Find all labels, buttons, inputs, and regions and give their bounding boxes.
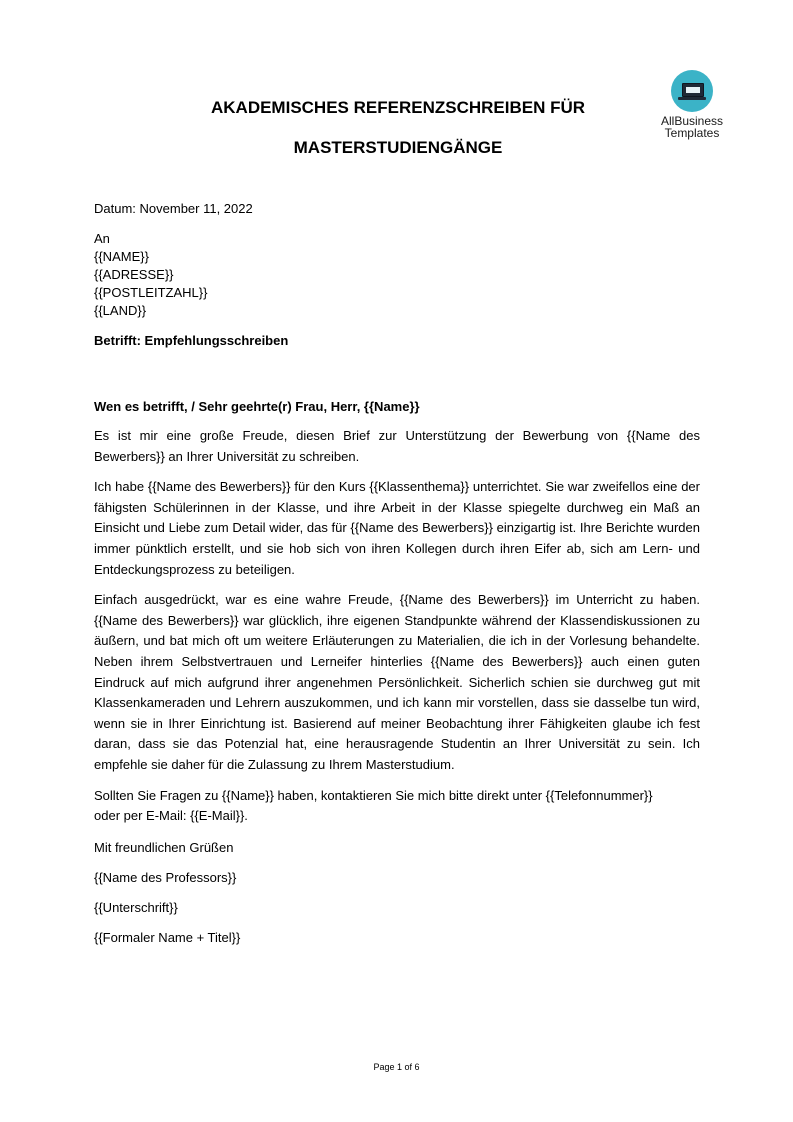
recipient-an: An	[94, 231, 110, 246]
recipient-name: {{NAME}}	[94, 249, 149, 264]
letter-closing: Mit freundlichen Grüßen	[94, 839, 234, 855]
document-title-line-2: MASTERSTUDIENGÄNGE	[293, 138, 503, 157]
letter-body	[94, 200, 700, 947]
logo-line-2: Templates	[664, 126, 720, 140]
logo-line-1: AllBusiness	[660, 114, 724, 128]
paragraph-3: Einfach ausgedrückt, war es eine wahre Freude, {{Name des Bewerbers}} im Unterricht zu haben. {{Name des Bewerbers}} war glücklich, ihre eigenen Standpunkte während der Klassendiskussionen zu äußern, und bat mich oft um weitere Erläuterungen zu Materialien, die ich in der Vorlesung behandelte. Neben ihrem Selbstvertrauen und Lerneifer hinterlies {{Name des Bewerbers}} auch einen guten Eindruck auf mich aufgrund ihrer angenehmen Persönlichkeit. Sicherlich schien sie durchweg gut mit Klassenkameraden und Lehrern auszukommen, und ich kann mir vorstellen, dass sie dasselbe tun wird, wenn sie in Ihrer Einrichtung ist. Basierend auf meiner Beobachtung ihrer Fähigkeiten glaube ich fest daran, dass sie das Potenzial hat, eine herausragende Studentin an Ihrer Universität zu sein. Ich empfehle sie daher für die Zulassung zu Ihrem Masterstudium.	[94, 592, 700, 772]
recipient-zip: {{POSTLEITZAHL}}	[94, 285, 208, 300]
professor-name: {{Name des Professors}}	[94, 869, 237, 885]
recipient-block	[94, 230, 700, 320]
paragraph-4: Sollten Sie Fragen zu {{Name}} haben, kontaktieren Sie mich bitte direkt unter {{Telefonnummer}} oder per E-Mail: {{E-Mail}}.	[94, 787, 653, 824]
letter-date: Datum: November 11, 2022	[94, 201, 253, 216]
logo-text	[652, 115, 732, 139]
letter-subject: Betrifft: Empfehlungsschreiben	[94, 333, 289, 348]
recipient-country: {{LAND}}	[94, 303, 147, 318]
page-number: Page 1 of 6	[373, 1062, 420, 1072]
letter-salutation: Wen es betrifft, / Sehr geehrte(r) Frau, Herr, {{Name}}	[94, 399, 420, 414]
formal-name-title: {{Formaler Name + Titel}}	[94, 929, 241, 945]
paragraph-1: Es ist mir eine große Freude, diesen Brief zur Unterstützung der Bewerbung von {{Name des Bewerbers}} an Ihrer Universität zu schreiben.	[94, 428, 700, 464]
signature-placeholder: {{Unterschrift}}	[94, 899, 178, 915]
document-title-line-1: AKADEMISCHES REFERENZSCHREIBEN FÜR	[210, 98, 586, 117]
paragraph-2: Ich habe {{Name des Bewerbers}} für den Kurs {{Klassenthema}} unterrichtet. Sie war zweifellos eine der fähigsten Schülerinnen in der Klasse, und ihre Arbeit in der Klasse spiegelte durchweg ein Maß an Einsicht und Liebe zum Detail wider, das für {{Name des Bewerbers}} einzigartig ist. Ihre Berichte wurden immer pünktlich erstellt, und sie hob sich von ihren Kollegen durch ihren Eifer ab, sich am Lern- und Entdeckungsprozess zu beteiligen.	[94, 479, 700, 577]
recipient-address: {{ADRESSE}}	[94, 267, 174, 282]
